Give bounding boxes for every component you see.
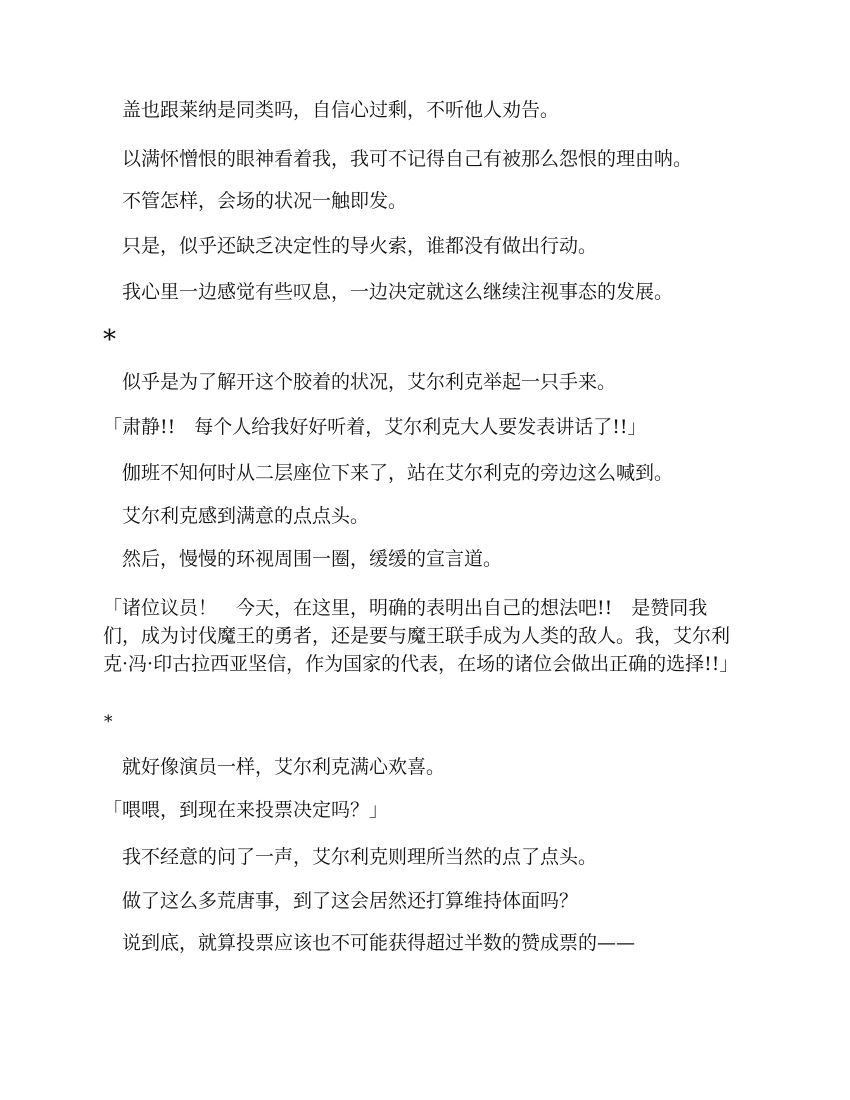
section-separator-1: * <box>103 325 116 355</box>
paragraph-10: 就好像演员一样，艾尔利克满心欢喜。 <box>122 756 446 778</box>
paragraph-4: 只是，似乎还缺乏决定性的导火索，谁都没有做出行动。 <box>122 235 598 257</box>
paragraph-8: 艾尔利克感到满意的点点头。 <box>122 505 370 527</box>
section-separator-2: * <box>104 712 113 732</box>
dialogue-2: 「诸位议员！ 今天，在这里，明确的表明出自己的想法吧!! 是赞同我们，成为讨伐魔王的勇者，还是要与魔王联手成为人类的敌人。我，艾尔利克·冯·印古拉西亚坚信，作为国家的代表，在场的诸位会做出正确的选择!!」 <box>103 597 739 675</box>
paragraph-2: 以满怀憎恨的眼神看着我，我可不记得自己有被那么怨恨的理由呐。 <box>122 148 693 170</box>
paragraph-7: 伽班不知何时从二层座位下来了，站在艾尔利克的旁边这么喊到。 <box>122 462 674 484</box>
paragraph-1: 盖也跟莱纳是同类吗，自信心过剩，不听他人劝告。 <box>122 99 560 121</box>
paragraph-13: 说到底，就算投票应该也不可能获得超过半数的赞成票的—— <box>122 932 636 954</box>
paragraph-11: 我不经意的问了一声，艾尔利克则理所当然的点了点头。 <box>122 846 598 868</box>
dialogue-1: 「肃静!! 每个人给我好好听着，艾尔利克大人要发表讲话了!!」 <box>103 416 647 438</box>
paragraph-9: 然后，慢慢的环视周围一圈，缓缓的宣言道。 <box>122 548 503 570</box>
paragraph-6: 似乎是为了解开这个胶着的状况，艾尔利克举起一只手来。 <box>122 371 617 393</box>
dialogue-3: 「喂喂，到现在来投票决定吗？」 <box>103 799 389 821</box>
paragraph-5: 我心里一边感觉有些叹息，一边决定就这么继续注视事态的发展。 <box>122 281 674 303</box>
paragraph-12: 做了这么多荒唐事，到了这会居然还打算维持体面吗？ <box>122 890 579 912</box>
paragraph-3: 不管怎样，会场的状况一触即发。 <box>122 190 408 212</box>
